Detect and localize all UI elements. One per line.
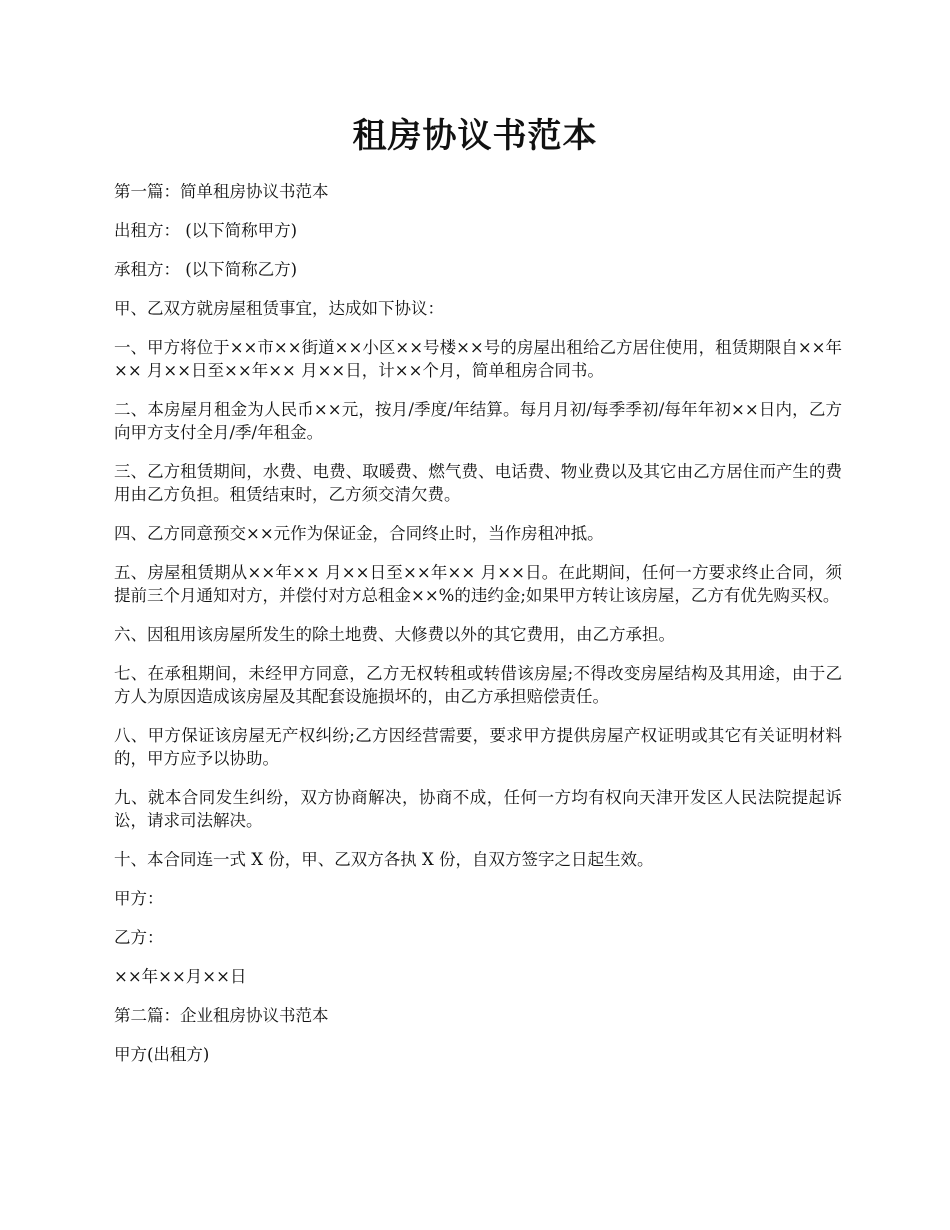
signing-date: ××年××月××日 <box>114 967 247 986</box>
section-heading-1: 第一篇：简单租房协议书范本 <box>114 182 329 201</box>
clause-4: 四、乙方同意预交××元作为保证金，合同终止时，当作房租冲抵。 <box>114 524 604 543</box>
document-title: 租房协议书范本 <box>352 116 598 156</box>
clause-6: 六、因租用该房屋所发生的除土地费、大修费以外的其它费用，由乙方承担。 <box>114 625 675 644</box>
clause-1: 一、甲方将位于××市××街道××小区××号楼××号的房屋出租给乙方居住使用，租赁期限自××年×× 月××日至××年×× 月××日，计××个月，简单租房合同书。 <box>114 338 842 380</box>
agreement-intro: 甲、乙双方就房屋租赁事宜，达成如下协议： <box>114 299 444 318</box>
party-a-signature: 甲方： <box>114 889 164 908</box>
clause-7: 七、在承租期间，未经甲方同意，乙方无权转租或转借该房屋;不得改变房屋结构及其用途，由于乙方人为原因造成该房屋及其配套设施损坏的，由乙方承担赔偿责任。 <box>114 664 842 706</box>
clause-2: 二、本房屋月租金为人民币××元，按月/季度/年结算。每月月初/每季季初/每年年初××日内，乙方向甲方支付全月/季/年租金。 <box>114 400 842 442</box>
party-b-signature: 乙方： <box>114 928 164 947</box>
clause-10: 十、本合同连一式 X 份，甲、乙双方各执 X 份，自双方签字之日起生效。 <box>114 850 654 869</box>
lessee-line: 承租方： (以下简称乙方) <box>114 260 298 279</box>
section-heading-2: 第二篇：企业租房协议书范本 <box>114 1006 329 1025</box>
clause-9: 九、就本合同发生纠纷，双方协商解决，协商不成，任何一方均有权向天津开发区人民法院提起诉讼，请求司法解决。 <box>114 788 842 830</box>
document-body <box>114 180 842 1082</box>
party-a-lessor: 甲方(出租方) <box>114 1045 210 1064</box>
clause-3: 三、乙方租赁期间，水费、电费、取暖费、燃气费、电话费、物业费以及其它由乙方居住而产生的费用由乙方负担。租赁结束时，乙方须交清欠费。 <box>114 462 842 504</box>
clause-8: 八、甲方保证该房屋无产权纠纷;乙方因经营需要，要求甲方提供房屋产权证明或其它有关证明材料的，甲方应予以协助。 <box>114 726 842 768</box>
lessor-line: 出租方： (以下简称甲方) <box>114 221 298 240</box>
clause-5: 五、房屋租赁期从××年×× 月××日至××年×× 月××日。在此期间，任何一方要求终止合同，须提前三个月通知对方，并偿付对方总租金××%的违约金;如果甲方转让该房屋，乙方有优先购买权。 <box>114 563 842 605</box>
